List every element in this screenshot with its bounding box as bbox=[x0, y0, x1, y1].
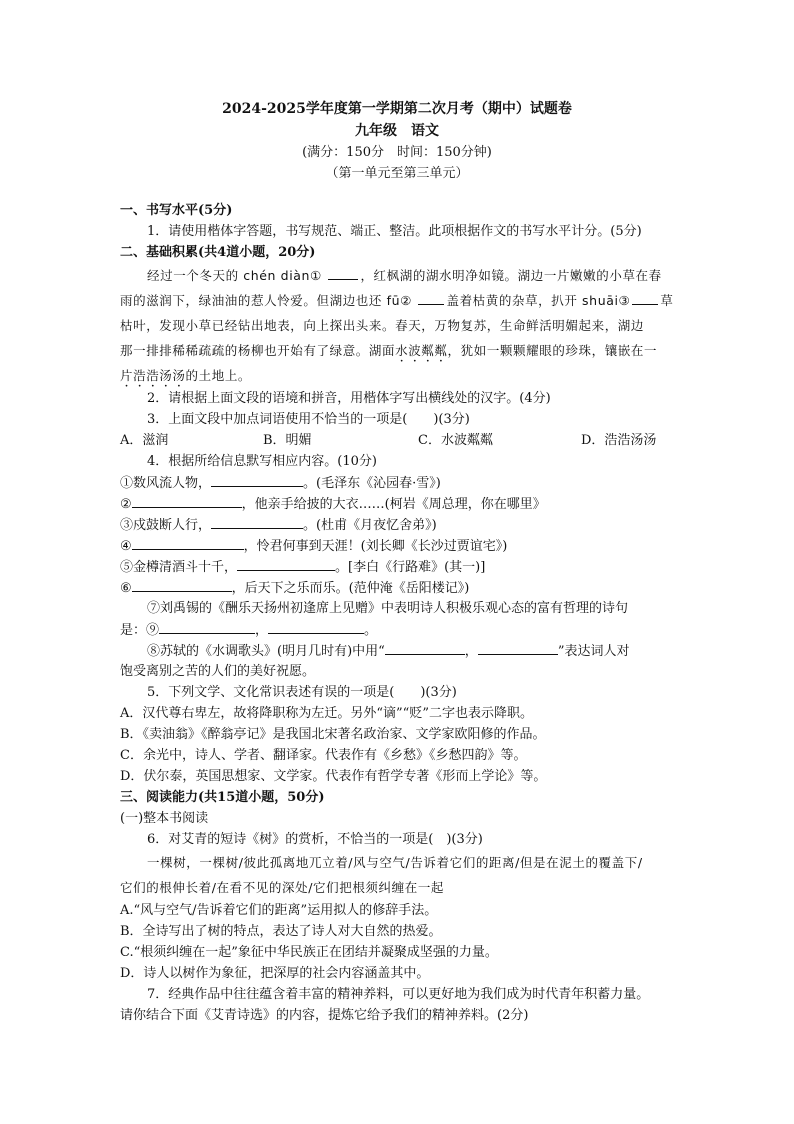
q5-option-b[interactable]: B．《卖油翁》《醉翁亭记》是我国北宋著名政治家、文学家欧阳修的作品。 bbox=[120, 727, 546, 742]
exam-title: 2024-2025学年度第一学期第二次月考（期中）试题卷 bbox=[222, 101, 572, 117]
grade-subject: 九年级 语文 bbox=[355, 123, 439, 139]
q6-option-a[interactable]: A.“风与空气/告诉着它们的距离”运用拟人的修辞手法。 bbox=[120, 903, 438, 918]
question-7: 7．经典作品中往往蕴含着丰富的精神养料，可以更好地为我们成为时代青年积蓄力量。 bbox=[147, 987, 650, 1002]
circle-nine: ⑨ bbox=[146, 623, 160, 638]
answer-blank[interactable] bbox=[328, 265, 358, 280]
recitation-5: ⑤金樽清酒斗十千， 。[李白《行路难》(其一)] bbox=[120, 556, 676, 577]
passage-line-1: 经过一个冬天的 chén diàn① ，红枫湖的湖水明净如镜。湖边一片嫩嫩的小草在春 bbox=[120, 263, 676, 288]
option-c[interactable]: C．水波粼粼 bbox=[418, 433, 493, 448]
recitation-4: ④ ，怜君何事到天涯！(刘长卿《长沙过贾谊宅》) bbox=[120, 535, 676, 556]
section-3-title: 三、阅读能力(共15道小题，50分) bbox=[120, 790, 325, 805]
dotted-phrase: 水波粼粼 bbox=[395, 343, 448, 358]
question-3: 3．上面文段中加点词语使用不恰当的一项是( )(3分) bbox=[147, 412, 470, 427]
answer-blank[interactable] bbox=[159, 619, 255, 634]
passage-line-3: 枯叶，发现小草已经钻出地表，向上探出头来。春天，万物复苏，生命鲜活明媚起来，湖边 bbox=[120, 318, 645, 333]
passage-line-2: 雨的滋润下，绿油油的惹人怜爱。但湖边也还 fū② 盖着枯黄的杂草，扒开 shuāi③ 草 bbox=[120, 288, 676, 313]
poem-line-2: 它们的根伸长着/在看不见的深处/它们把根须纠缠在一起 bbox=[120, 880, 445, 895]
answer-blank[interactable] bbox=[237, 556, 335, 571]
q6-option-c[interactable]: C.“根须纠缠在一起”象征中华民族正在团结并凝聚成坚强的力量。 bbox=[120, 945, 498, 960]
question-6: 6．对艾青的短诗《树》的赏析，不恰当的一项是( )(3分) bbox=[147, 832, 483, 847]
exam-scope: （第一单元至第三单元） bbox=[325, 166, 469, 181]
answer-blank[interactable] bbox=[211, 472, 303, 487]
recitation-3: ③戍鼓断人行， 。(杜甫《月夜忆舍弟》) bbox=[120, 514, 676, 535]
dotted-phrase: 片浩浩汤汤 bbox=[120, 368, 186, 383]
question-1: 1．请使用楷体字答题，书写规范、端正、整洁。此项根据作文的书写水平计分。(5分) bbox=[147, 224, 642, 239]
answer-blank[interactable] bbox=[211, 514, 303, 529]
passage-line-4: 那一排排稀稀疏疏的杨柳也开始有了绿意。湖面水波粼粼，犹如一颗颗耀眼的珍珠，镶嵌在一 bbox=[120, 343, 658, 358]
question-2: 2．请根据上面文段的语境和拼音，用楷体字写出横线处的汉字。(4分) bbox=[147, 391, 551, 406]
q5-option-c[interactable]: C．余光中，诗人、学者、翻译家。代表作有《乡愁》《乡愁四韵》等。 bbox=[120, 748, 527, 763]
answer-blank[interactable] bbox=[268, 619, 364, 634]
q5-option-a[interactable]: A．汉代尊右卑左，故将降职称为左迁。另外“谪”“贬”二字也表示降职。 bbox=[120, 706, 533, 721]
recitation-7: ⑦刘禹锡的《酬乐天扬州初逢席上见赠》中表明诗人积极乐观心态的富有哲理的诗句 bbox=[147, 601, 629, 616]
option-b[interactable]: B．明媚 bbox=[263, 433, 312, 448]
recitation-2: ② ，他亲手给披的大衣……(柯岩《周总理，你在哪里》 bbox=[120, 493, 676, 514]
exam-body bbox=[120, 200, 676, 1026]
question-3-options bbox=[120, 430, 676, 451]
answer-blank[interactable] bbox=[385, 640, 465, 655]
question-4: 4．根据所给信息默写相应内容。(10分) bbox=[147, 454, 377, 469]
recitation-7-answer: 是：⑨ ， 。 bbox=[120, 619, 676, 640]
poem-line-1: 一棵树，一棵树/彼此孤离地兀立着/风与空气/告诉着它们的距离/但是在泥土的覆盖下/ bbox=[147, 855, 643, 870]
q5-option-d[interactable]: D．伏尔泰，英国思想家、文学家。代表作有哲学专著《形而上学论》等。 bbox=[120, 769, 547, 784]
question-5: 5．下列文学、文化常识表述有误的一项是( )(3分) bbox=[147, 685, 457, 700]
score-time: (满分：150分 时间：150分钟) bbox=[302, 145, 492, 160]
recitation-8: ⑧苏轼的《水调歌头》(明月几时有)中用“ ， ”表达词人对 bbox=[120, 640, 676, 661]
section-1-title: 一、书写水平(5分) bbox=[120, 203, 233, 218]
answer-blank[interactable] bbox=[478, 640, 558, 655]
question-7-cont: 请你结合下面《艾青诗选》的内容，提炼它给予我们的精神养料。(2分) bbox=[120, 1008, 529, 1023]
answer-blank[interactable] bbox=[132, 535, 244, 550]
option-a[interactable]: A．滋润 bbox=[120, 433, 169, 448]
answer-blank[interactable] bbox=[418, 290, 444, 305]
answer-blank[interactable] bbox=[132, 493, 242, 508]
answer-blank[interactable] bbox=[132, 577, 232, 592]
passage-line-5: 片浩浩汤汤的土地上。 bbox=[120, 368, 252, 383]
recitation-8-cont: 饱受离别之苦的人们的美好祝愿。 bbox=[120, 664, 316, 679]
subsection-1: (一)整本书阅读 bbox=[120, 811, 209, 826]
q6-option-d[interactable]: D．诗人以树作为象征，把深厚的社会内容涵盖其中。 bbox=[120, 966, 430, 981]
section-2-title: 二、基础积累(共4道小题，20分) bbox=[120, 245, 316, 260]
recitation-1: ①数风流人物， 。(毛泽东《沁园春·雪》) bbox=[120, 472, 676, 493]
recitation-6: ⑥ ，后天下之乐而乐。(范仲淹《岳阳楼记》) bbox=[120, 577, 676, 598]
answer-blank[interactable] bbox=[632, 290, 658, 305]
option-d[interactable]: D．浩浩汤汤 bbox=[581, 433, 657, 448]
q6-option-b[interactable]: B．全诗写出了树的特点，表达了诗人对大自然的热爱。 bbox=[120, 924, 442, 939]
